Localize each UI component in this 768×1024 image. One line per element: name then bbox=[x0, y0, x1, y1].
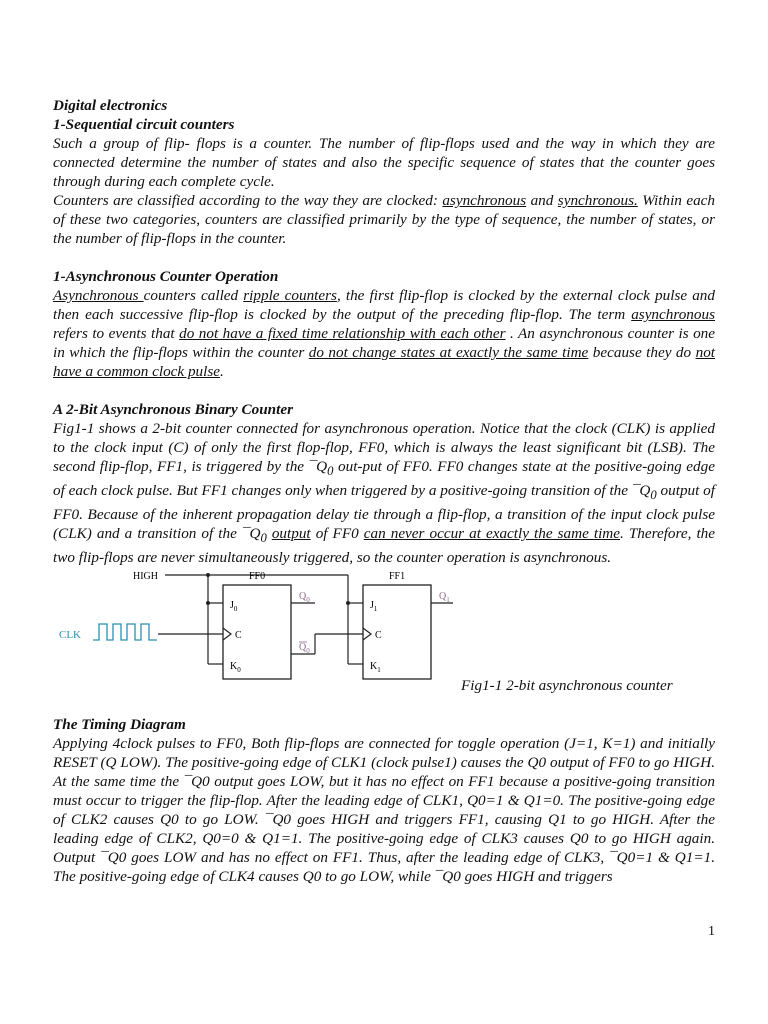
svg-text:J1: $J_1$ bbox=[370, 600, 378, 614]
svg-text:K0: $K_0$ bbox=[230, 661, 241, 675]
link-asynchronous: asynchronous bbox=[442, 192, 527, 209]
svg-text:Q0: $Q_0$ bbox=[299, 642, 310, 656]
paragraph-2bit-counter: Fig1-1 shows a 2-bit counter connected for asynchronous operation. Notice that the clock (CLK) is applied to the clock input (C) of only the first flop-flop, FF0, which is always the least significant bit (LSB). The second flip-flop, FF1, is triggered by the $¯Q_0$ out-put of FF0. FF0 changes state at the positive-going edge of each clock pulse. But FF1 changes only when triggered by a positive-going transition of the $¯Q_0$ output of FF0. Because of the inherent propagation delay tie through a flip-flop, a transition of the input clock pulse (CLK) and a transition of the $¯Q_0$ output of FF0 can never occur at exactly the same time. Therefore, the two flip-flops are never simultaneously triggered, so the counter operation is asynchronous. bbox=[53, 420, 715, 567]
document-title: Digital electronics bbox=[53, 97, 168, 114]
paragraph-counter-definition: Such a group of flip- flops is a counter. The number of flip-flops used and the way in which they are connected determine the number of states and also the specific sequence of states that the counter goes through during each complete cycle. bbox=[53, 135, 715, 190]
paragraph-counter-classification: Counters are classified according to the way they are clocked: asynchronous and synchronous. Within each of these two categories, counters are classified primarily by the type of sequence, the number of states, or the number of flip-flops in the counter. bbox=[53, 192, 716, 247]
high-label: HIGH bbox=[133, 571, 158, 583]
svg-text:C: C bbox=[235, 630, 242, 642]
section-heading-sequential: 1-Sequential circuit counters bbox=[53, 116, 235, 133]
svg-text:Q1: $Q_1$ bbox=[439, 591, 450, 605]
svg-text:J0: $J_0$ bbox=[230, 600, 238, 614]
page-number: 1 bbox=[708, 924, 715, 939]
clk-label: CLK bbox=[59, 629, 81, 642]
link-synchronous: synchronous. bbox=[557, 192, 638, 209]
document-body bbox=[53, 94, 715, 886]
figure-caption: Fig1-1 2-bit asynchronous counter bbox=[461, 677, 673, 695]
svg-text:C: C bbox=[375, 630, 382, 642]
ff0-label: FF0 bbox=[249, 571, 266, 583]
section-heading-timing-diagram: The Timing Diagram bbox=[53, 716, 186, 734]
section-heading-async-operation: 1-Asynchronous Counter Operation bbox=[53, 268, 279, 285]
paragraph-async-operation: Asynchronous counters called ripple counters, the first flip-flop is clocked by the external clock pulse and then each successive flip-flop is clocked by the output of the preceding flip-flop. The term asynchronous refers to events that do not have a fixed time relationship with each other . An asynchronous counter is one in which the flip-flops within the counter do not change states at exactly the same time because they do not have a common clock pulse. bbox=[53, 287, 716, 380]
circuit-diagram bbox=[53, 568, 463, 692]
svg-text:K1: $K_1$ bbox=[370, 661, 381, 675]
paragraph-timing-diagram: Applying 4clock pulses to FF0, Both flip-flops are connected for toggle operation (J=1, K=1) and initially RESET (Q LOW). The positive-going edge of CLK1 (clock pulse1) causes the Q0 output of FF0 to go HIGH. At the same time the ¯Q0 output goes LOW, but it has no effect on FF1 because a positive-going transition must occur to trigger the flip-flop. After the leading edge of CLK1, Q0=1 & Q1=0. The positive-going edge of CLK2 causes Q0 to go LOW. ¯Q0 goes HIGH and triggers FF1, causing Q1 to go HIGH. After the leading edge of CLK2, Q0=0 & Q1=1. The positive-going edge of CLK3 causes Q0 to go HIGH again. Output ¯Q0 goes LOW and has no effect on FF1. Thus, after the leading edge of CLK3, ¯Q0=1 & Q1=1. The positive-going edge of CLK4 causes Q0 to go LOW, while ¯Q0 goes HIGH and triggers bbox=[53, 735, 715, 886]
ff1-label: FF1 bbox=[389, 571, 406, 583]
svg-text:Q0: $Q_0$ bbox=[299, 591, 310, 605]
figure-2bit-counter bbox=[53, 568, 715, 696]
section-heading-2bit-counter: A 2-Bit Asynchronous Binary Counter bbox=[53, 401, 293, 418]
